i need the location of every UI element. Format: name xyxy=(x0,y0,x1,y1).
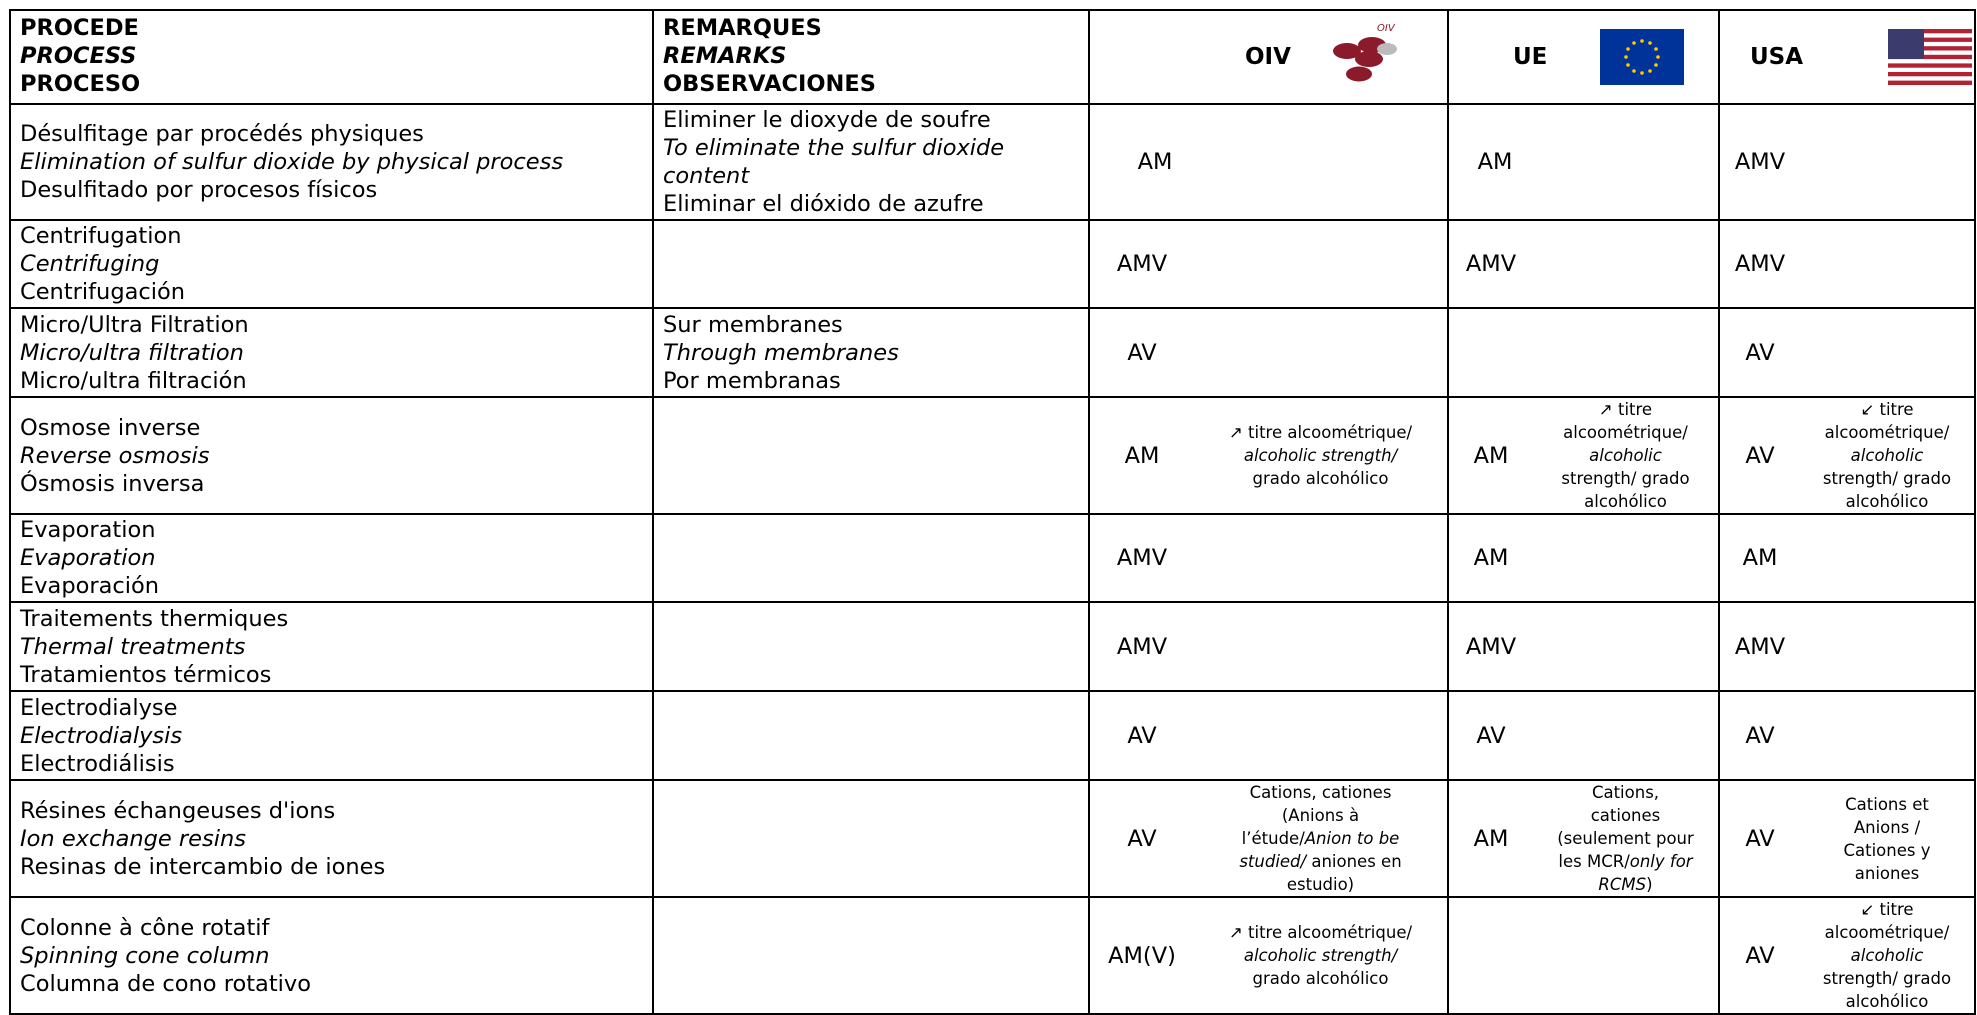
header-remarks-fr: REMARQUES xyxy=(663,15,822,41)
process-en: Electrodialysis xyxy=(20,722,183,749)
process-fr: Désulfitage par procédés physiques xyxy=(20,121,424,147)
process-es: Evaporación xyxy=(20,573,160,599)
table-row xyxy=(10,104,1975,220)
remarks-cell xyxy=(653,104,1089,220)
usa-cell xyxy=(1719,104,1975,220)
usa-code: AMV xyxy=(1734,149,1786,175)
usa-cell xyxy=(1719,308,1975,397)
ue-cell xyxy=(1448,220,1719,308)
header-process-en: PROCESS xyxy=(20,43,137,69)
usa-cell xyxy=(1719,514,1975,602)
process-fr: Résines échangeuses d'ions xyxy=(20,797,336,824)
table-row xyxy=(10,397,1975,514)
process-fr: Colonne à cône rotatif xyxy=(20,914,270,941)
process-fr: Centrifugation xyxy=(20,223,182,249)
oiv-code: AMV xyxy=(1116,251,1168,277)
process-cell xyxy=(10,691,653,780)
oiv-note: ↗ titre alcoométrique/ alcoholic strength/ grado alcohólico xyxy=(1228,423,1413,488)
header-process-es: PROCESO xyxy=(20,71,141,97)
usa-note: ↙ titre alcoométrique/ alcoholic strength/ grado alcohólico xyxy=(1822,900,1952,1011)
ue-cell xyxy=(1448,602,1719,691)
usa-cell xyxy=(1719,691,1975,780)
process-cell xyxy=(10,308,653,397)
process-fr: Micro/Ultra Filtration xyxy=(20,311,249,338)
process-es: Columna de cono rotativo xyxy=(20,970,311,997)
header-usa xyxy=(1719,10,1975,104)
remarks-fr: Sur membranes xyxy=(663,311,843,338)
ue-cell xyxy=(1448,308,1719,397)
oiv-code: AM xyxy=(1124,442,1160,469)
oiv-logo-text: OIV xyxy=(1376,23,1395,34)
ue-cell xyxy=(1448,897,1719,1014)
remarks-es: Por membranas xyxy=(663,367,841,394)
process-cell xyxy=(10,780,653,897)
oiv-cell xyxy=(1089,220,1448,308)
oiv-cell xyxy=(1089,104,1448,220)
oiv-note: ↗ titre alcoométrique/ alcoholic strength/ grado alcohólico xyxy=(1228,923,1413,988)
remarks-cell xyxy=(653,397,1089,514)
remarks-cell xyxy=(653,514,1089,602)
table-row xyxy=(10,691,1975,780)
usa-code: AV xyxy=(1745,825,1775,852)
header-remarks-es: OBSERVACIONES xyxy=(663,71,876,97)
oiv-cell xyxy=(1089,308,1448,397)
process-fr: Evaporation xyxy=(20,517,156,543)
table-row xyxy=(10,897,1975,1014)
process-en: Elimination of sulfur dioxide by physical process xyxy=(20,149,564,175)
header-process-fr: PROCEDE xyxy=(20,15,139,41)
process-en: Ion exchange resins xyxy=(20,825,246,852)
process-en: Reverse osmosis xyxy=(20,442,210,469)
ue-cell xyxy=(1448,514,1719,602)
process-en: Spinning cone column xyxy=(20,942,270,969)
usa-cell xyxy=(1719,397,1975,514)
usa-code: AM xyxy=(1742,545,1778,571)
usa-code: AV xyxy=(1745,442,1775,469)
process-es: Desulfitado por procesos físicos xyxy=(20,177,378,203)
oiv-cell xyxy=(1089,780,1448,897)
ue-code: AM xyxy=(1473,442,1509,469)
ue-cell xyxy=(1448,104,1719,220)
oiv-code: AM xyxy=(1137,149,1173,175)
process-en: Thermal treatments xyxy=(20,633,246,660)
remarks-cell xyxy=(653,691,1089,780)
table-row xyxy=(10,308,1975,397)
oiv-code: AMV xyxy=(1116,633,1168,660)
header-remarks xyxy=(653,10,1089,104)
remarks-en: To eliminate the sulfur dioxide content xyxy=(663,135,1005,189)
header-remarks-en: REMARKS xyxy=(663,43,787,69)
remarks-cell xyxy=(653,897,1089,1014)
oiv-cell xyxy=(1089,897,1448,1014)
process-en: Evaporation xyxy=(20,545,156,571)
oiv-cell xyxy=(1089,691,1448,780)
ue-cell xyxy=(1448,691,1719,780)
ue-note: Cations, cationes (seulement pour les MCR/only for RCMS) xyxy=(1557,783,1694,894)
us-flag-icon xyxy=(1888,29,1972,85)
process-cell xyxy=(10,397,653,514)
oiv-cell xyxy=(1089,514,1448,602)
process-es: Centrifugación xyxy=(20,279,186,305)
remarks-cell xyxy=(653,220,1089,308)
usa-cell xyxy=(1719,897,1975,1014)
ue-code: AMV xyxy=(1465,633,1517,660)
oiv-code: AV xyxy=(1127,722,1157,749)
table-row xyxy=(10,602,1975,691)
process-cell xyxy=(10,897,653,1014)
header-oiv xyxy=(1089,10,1448,104)
usa-code: AMV xyxy=(1734,633,1786,660)
process-es: Ósmosis inversa xyxy=(20,470,205,497)
usa-note: Cations et Anions / Cationes y aniones xyxy=(1843,794,1931,883)
usa-label: USA xyxy=(1750,44,1804,70)
ue-code: AMV xyxy=(1465,251,1517,277)
process-fr: Electrodialyse xyxy=(20,694,178,721)
ue-code: AM xyxy=(1473,825,1509,852)
process-fr: Osmose inverse xyxy=(20,414,201,441)
oiv-cell xyxy=(1089,602,1448,691)
process-cell xyxy=(10,602,653,691)
usa-code: AV xyxy=(1745,942,1775,969)
ue-cell xyxy=(1448,397,1719,514)
ue-code: AV xyxy=(1476,722,1506,749)
usa-code: AV xyxy=(1745,722,1775,749)
table-row xyxy=(10,514,1975,602)
process-table xyxy=(9,9,1976,1015)
process-es: Micro/ultra filtración xyxy=(20,367,247,394)
remarks-en: Through membranes xyxy=(663,339,899,366)
usa-cell xyxy=(1719,780,1975,897)
usa-code: AV xyxy=(1745,339,1775,366)
remarks-cell xyxy=(653,308,1089,397)
ue-note: ↗ titre alcoométrique/ alcoholic strength/ grado alcohólico xyxy=(1561,400,1690,511)
ue-label: UE xyxy=(1513,44,1548,70)
header-process xyxy=(10,10,653,104)
process-cell xyxy=(10,514,653,602)
process-en: Micro/ultra filtration xyxy=(20,339,244,366)
table-row xyxy=(10,780,1975,897)
ue-code: AM xyxy=(1473,545,1509,571)
oiv-label: OIV xyxy=(1245,44,1291,70)
process-cell xyxy=(10,104,653,220)
process-es: Resinas de intercambio de iones xyxy=(20,853,386,880)
oiv-note: Cations, cationes (Anions à l’étude/Anion to be studied/ aniones en estudio) xyxy=(1239,783,1402,894)
oiv-code: AV xyxy=(1127,339,1157,366)
process-en: Centrifuging xyxy=(20,251,160,277)
usa-note: ↙ titre alcoométrique/ alcoholic strength/ grado alcohólico xyxy=(1822,400,1952,511)
usa-cell xyxy=(1719,602,1975,691)
oiv-code: AM(V) xyxy=(1108,942,1176,969)
process-fr: Traitements thermiques xyxy=(20,605,289,632)
oiv-cell xyxy=(1089,397,1448,514)
eu-flag-icon xyxy=(1600,29,1684,85)
ue-cell xyxy=(1448,780,1719,897)
process-es: Electrodiálisis xyxy=(20,750,175,777)
header-row xyxy=(10,10,1975,104)
process-es: Tratamientos térmicos xyxy=(20,661,272,688)
remarks-cell xyxy=(653,602,1089,691)
oiv-logo-icon xyxy=(1325,19,1415,89)
oiv-code: AMV xyxy=(1116,545,1168,571)
remarks-fr: Eliminer le dioxyde de soufre xyxy=(663,107,991,133)
remarks-cell xyxy=(653,780,1089,897)
table-row xyxy=(10,220,1975,308)
usa-code: AMV xyxy=(1734,251,1786,277)
remarks-es: Eliminar el dióxido de azufre xyxy=(663,191,984,217)
process-cell xyxy=(10,220,653,308)
header-ue xyxy=(1448,10,1719,104)
oiv-code: AV xyxy=(1127,825,1157,852)
usa-cell xyxy=(1719,220,1975,308)
ue-code: AM xyxy=(1477,149,1513,175)
